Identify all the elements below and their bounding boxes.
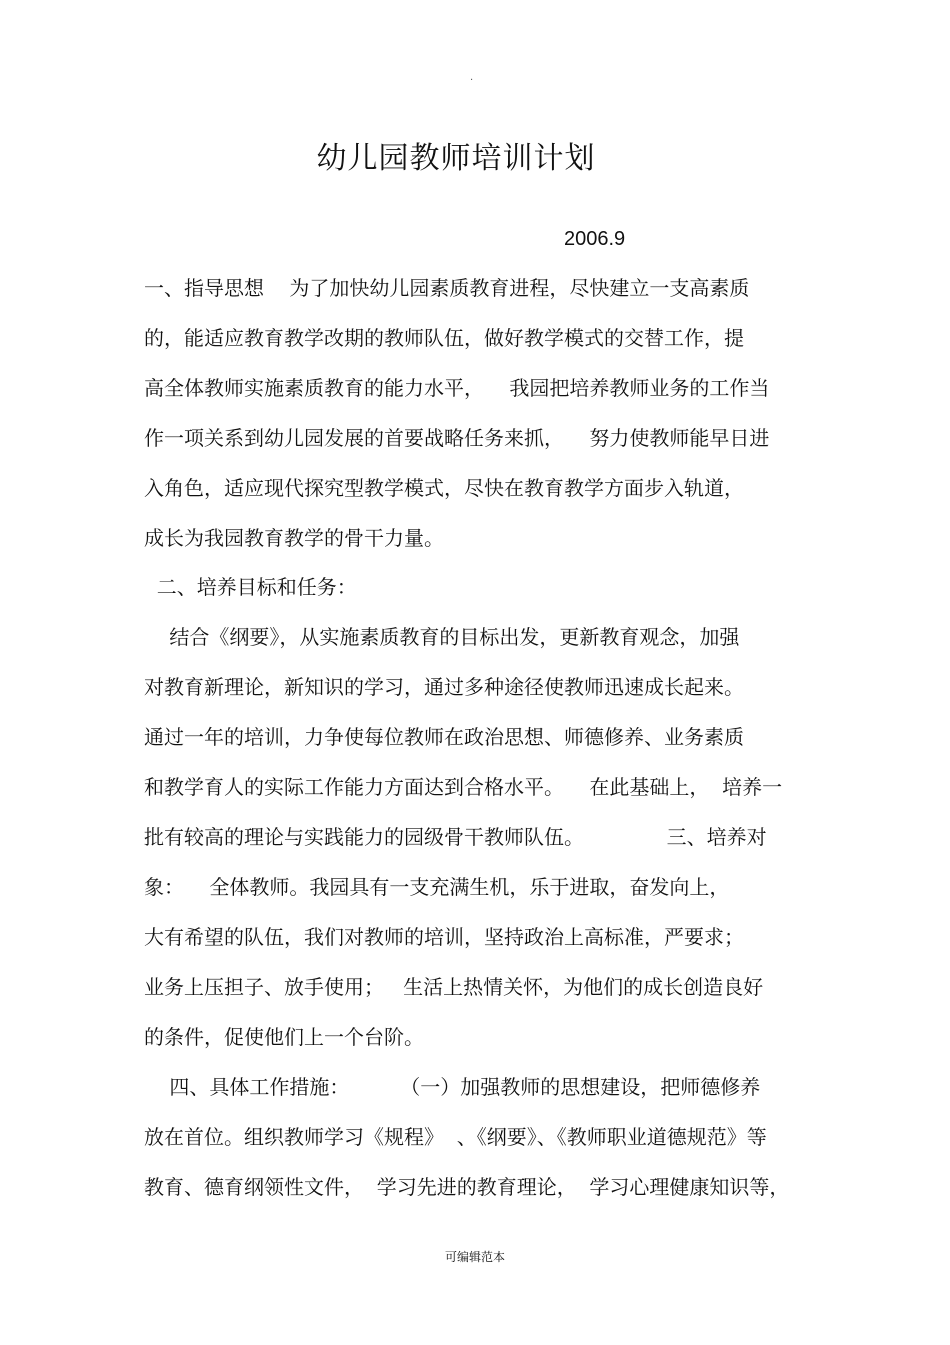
body-line: 高全体教师实施素质教育的能力水平， 我园把培养教师业务的工作当 (144, 376, 770, 400)
page-title: 幼儿园教师培训计划 (316, 141, 596, 176)
body-line: 业务上压担子、放手使用； 生活上热情关怀，为他们的成长创造良好 (144, 975, 764, 999)
section-heading: 二、培养目标和任务： (144, 575, 357, 599)
body-line: 放在首位。组织教师学习《规程》 、《纲要》、《教师职业道德规范》等 (144, 1125, 767, 1149)
body-line: 象： 全体教师。我园具有一支充满生机，乐于进取，奋发向上， (144, 875, 730, 899)
header-mark: . (470, 72, 474, 83)
body-line: 的，能适应教育教学改期的教师队伍，做好教学模式的交替工作，提 (144, 326, 744, 350)
body-line: 四、具体工作措施： （一）加强教师的思想建设，把师德修养 (144, 1075, 761, 1099)
body-line: 通过一年的培训，力争使每位教师在政治思想、师德修养、业务素质 (144, 725, 744, 749)
body-line: 作一项关系到幼儿园发展的首要战略任务来抓， 努力使教师能早日进 (144, 426, 770, 450)
body-line: 和教学育人的实际工作能力方面达到合格水平。 在此基础上， 培养一 (144, 775, 783, 799)
page-footer: 可编辑范本 (444, 1250, 505, 1264)
body-line: 批有较高的理论与实践能力的园级骨干教师队伍。 三、培养对 (144, 825, 767, 849)
body-line: 大有希望的队伍，我们对教师的培训，坚持政治上高标准，严要求； (144, 925, 744, 949)
body-line: 一、指导思想 为了加快幼儿园素质教育进程，尽快建立一支高素质 (144, 276, 750, 300)
body-line: 结合《纲要》，从实施素质教育的目标出发，更新教育观念，加强 (144, 625, 740, 649)
body-line: 的条件，促使他们上一个台阶。 (144, 1025, 424, 1049)
body-line: 教育、德育纲领性文件， 学习先进的教育理论， 学习心理健康知识等， (144, 1175, 790, 1199)
body-line: 入角色，适应现代探究型教学模式，尽快在教育教学方面步入轨道， (144, 476, 744, 500)
body-line: 对教育新理论，新知识的学习，通过多种途径使教师迅速成长起来。 (144, 675, 744, 699)
body-line: 成长为我园教育教学的骨干力量。 (144, 526, 444, 550)
document-date: 2006.9 (564, 228, 626, 250)
